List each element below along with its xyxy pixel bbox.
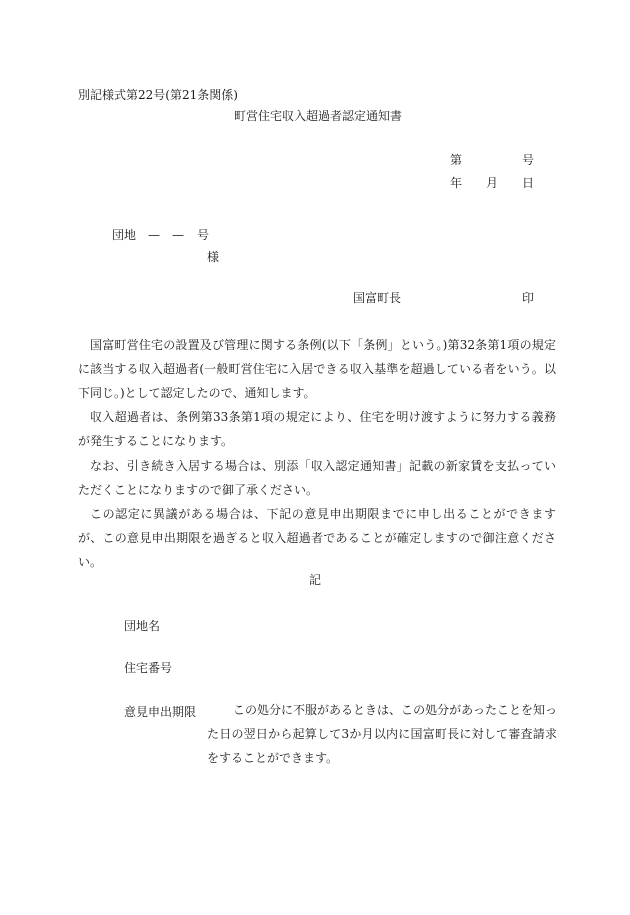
- number-go: 号: [522, 153, 535, 167]
- addressee-go: 号: [197, 228, 210, 242]
- addressee-dash-1: —: [148, 228, 160, 242]
- form-label: 別記様式第22号(第21条関係): [78, 88, 238, 102]
- date-day: 日: [522, 176, 535, 190]
- body-paragraph-4: この認定に異議がある場合は、下記の意見申出期限までに申し出ることができますが、この意見申出期限を過ぎると収入超過者であることが確定しますので御注意ください。: [78, 507, 556, 569]
- addressee-sama: 様: [207, 250, 220, 264]
- number-dai: 第: [450, 153, 463, 167]
- sender-name: 国富町長: [353, 291, 402, 305]
- ki-heading: 記: [309, 573, 322, 587]
- addressee-dash-2: —: [172, 228, 184, 242]
- seal-mark: 印: [522, 291, 535, 305]
- date-month: 月: [486, 176, 499, 190]
- document-title: 町営住宅収入超過者認定通知書: [234, 109, 403, 123]
- house-number-label: 住宅番号: [124, 661, 173, 675]
- deadline-label: 意見申出期限: [124, 705, 197, 719]
- addressee-danchi: 団地: [112, 228, 137, 242]
- danchi-name-label: 団地名: [124, 619, 161, 633]
- deadline-note: この処分に不服があるときは、この処分があったことを知った日の翌日から起算して3か月以内に国富町長に対して審査請求をすることができます。: [207, 703, 557, 765]
- body-paragraph-3: なお、引き続き入居する場合は、別添「収入認定通知書」記載の新家賃を支払っていただくことになりますので御了承ください。: [78, 459, 556, 497]
- date-year: 年: [450, 176, 463, 190]
- body-paragraph-2: 収入超過者は、条例第33条第1項の規定により、住宅を明け渡すように努力する義務が発生することになります。: [78, 410, 556, 448]
- body-paragraph-1: 国富町営住宅の設置及び管理に関する条例(以下「条例」という。)第32条第1項の規定に該当する収入超過者(一般町営住宅に入居できる収入基準を超過している者をいう。以下同じ。)として認定したので、通知します。: [78, 338, 556, 400]
